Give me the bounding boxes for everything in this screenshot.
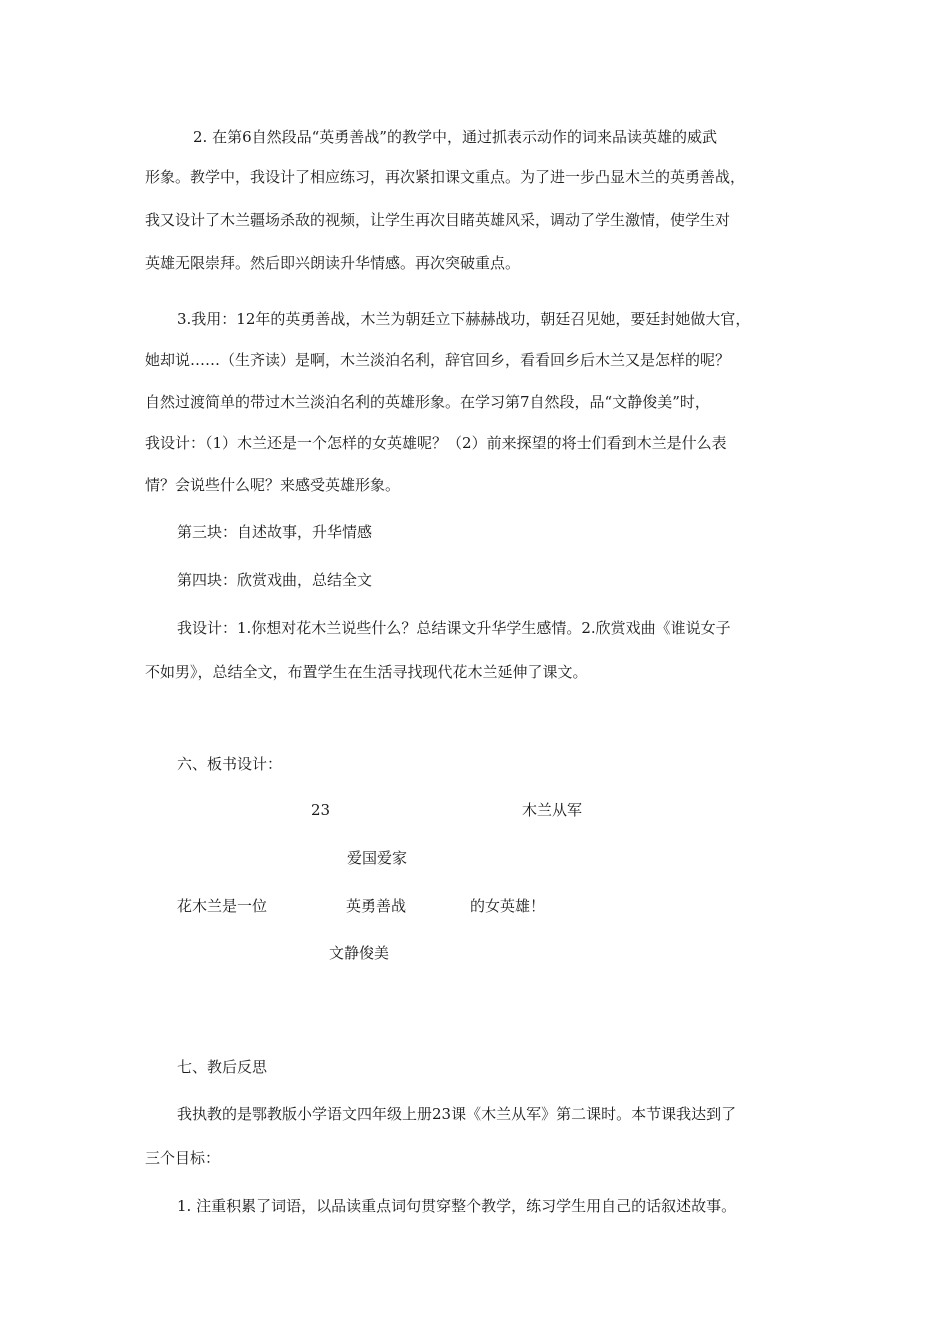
board-trait-patriotic: 爱国爱家 — [347, 849, 408, 867]
design-line-1: 我设计：1.你想对花木兰说些什么？总结课文升华学生感情。2.欣赏戏曲《谁说女子 — [177, 619, 731, 637]
para3-line-2: 她却说……（生齐读）是啊，木兰淡泊名利，辞官回乡，看看回乡后木兰又是怎样的呢？ — [145, 351, 731, 369]
para3-line-5: 情？会说些什么呢？来感受英雄形象。 — [145, 476, 401, 494]
board-heading: 六、板书设计： — [177, 755, 283, 773]
reflection-heading: 七、教后反思 — [177, 1058, 268, 1076]
reflection-intro-line-2: 三个目标： — [145, 1149, 221, 1167]
para3-line-1: 3.我用：12年的英勇善战，木兰为朝廷立下赫赫战功，朝廷召见她，要廷封她做大官， — [177, 310, 751, 328]
para2-line-1: 2. 在第6自然段品“英勇善战”的教学中，通过抓表示动作的词来品读英雄的威武 — [193, 128, 717, 146]
para2-line-2: 形象。教学中，我设计了相应练习，再次紧扣课文重点。为了进一步凸显木兰的英勇善战， — [145, 168, 746, 186]
block-four: 第四块：欣赏戏曲，总结全文 — [177, 571, 373, 589]
board-trait-graceful: 文静俊美 — [329, 944, 390, 962]
para2-line-3: 我又设计了木兰疆场杀敌的视频，让学生再次目睹英雄风采，调动了学生激情，使学生对 — [145, 211, 731, 229]
board-lesson-title: 木兰从军 — [522, 801, 583, 819]
block-three: 第三块：自述故事，升华情感 — [177, 523, 373, 541]
reflection-item-1: 1. 注重积累了词语，以品读重点词句贯穿整个教学，练习学生用自己的话叙述故事。 — [177, 1197, 737, 1215]
para3-line-4: 我设计：（1）木兰还是一个怎样的女英雄呢？（2）前来探望的将士们看到木兰是什么表 — [145, 434, 727, 452]
design-line-2: 不如男》，总结全文，布置学生在生活寻找现代花木兰延伸了课文。 — [145, 663, 588, 681]
board-tail-text: 的女英雄！ — [470, 897, 546, 915]
reflection-intro-line-1: 我执教的是鄂教版小学语文四年级上册23课《木兰从军》第二课时。本节课我达到了 — [177, 1105, 737, 1123]
para2-line-4: 英雄无限崇拜。然后即兴朗读升华情感。再次突破重点。 — [145, 254, 521, 272]
board-lesson-number: 23 — [311, 801, 331, 819]
board-trait-brave: 英勇善战 — [346, 897, 407, 915]
board-lead-text: 花木兰是一位 — [177, 897, 268, 915]
para3-line-3: 自然过渡简单的带过木兰淡泊名利的英雄形象。在学习第7自然段，品“文静俊美”时， — [145, 393, 710, 411]
